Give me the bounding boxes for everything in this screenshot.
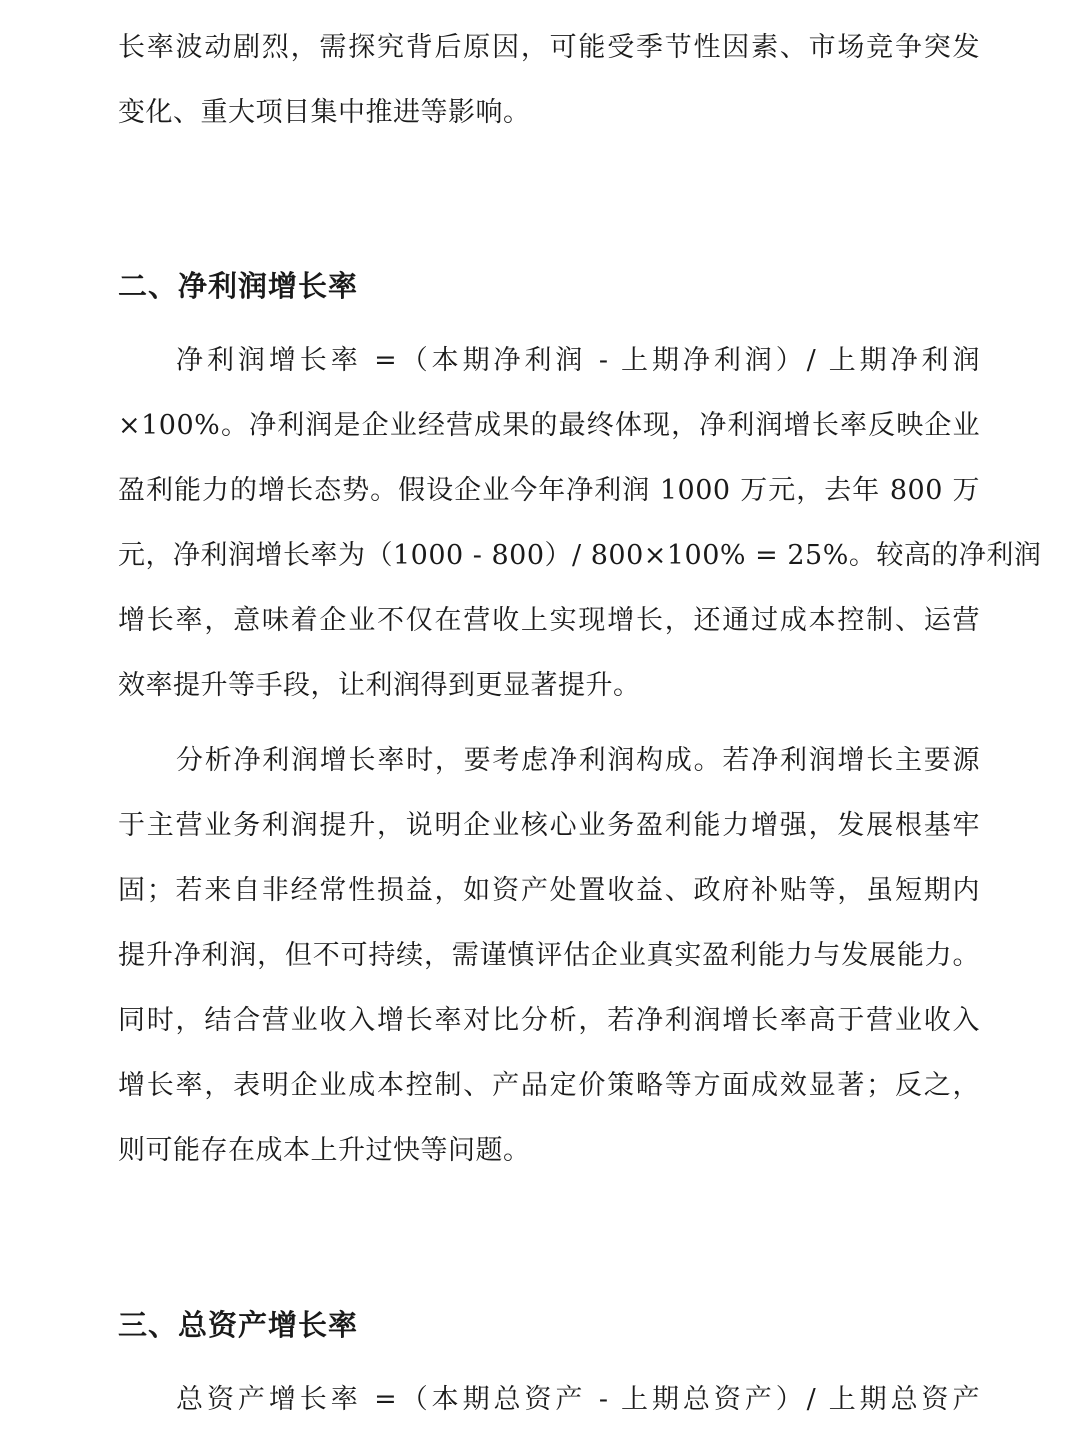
s2-p2-line-3: 固；若来自非经常性损益，如资产处置收益、政府补贴等，虽短期内 (118, 875, 980, 906)
s2-p2-line-4: 提升净利润，但不可持续，需谨慎评估企业真实盈利能力与发展能力。 (118, 940, 980, 971)
s3-p1-line-1: 总资产增长率 =（本期总资产 - 上期总资产）/ 上期总资产 (176, 1384, 980, 1415)
s2-p1-line-4: 元，净利润增长率为（1000 - 800）/ 800×100% = 25%。较高的净利润 (118, 540, 1042, 571)
s2-p1-line-2: ×100%。净利润是企业经营成果的最终体现，净利润增长率反映企业 (118, 410, 980, 441)
s2-p1-line-6: 效率提升等手段，让利润得到更显著提升。 (118, 670, 641, 701)
s2-p1-line-5: 增长率，意味着企业不仅在营收上实现增长，还通过成本控制、运营 (118, 605, 980, 636)
s2-p2-line-5: 同时，结合营业收入增长率对比分析，若净利润增长率高于营业收入 (118, 1005, 980, 1036)
s2-p2-line-2: 于主营业务利润提升，说明企业核心业务盈利能力增强，发展根基牢 (118, 810, 980, 841)
section-heading-total-assets: 三、总资产增长率 (118, 1308, 359, 1342)
s2-p2-line-7: 则可能存在成本上升过快等问题。 (118, 1135, 531, 1166)
s2-p1-line-1: 净利润增长率 =（本期净利润 - 上期净利润）/ 上期净利润 (176, 345, 980, 376)
intro-line-2: 变化、重大项目集中推进等影响。 (118, 97, 531, 128)
s2-p1-line-3: 盈利能力的增长态势。假设企业今年净利润 1000 万元，去年 800 万 (118, 475, 980, 506)
s2-p2-line-6: 增长率，表明企业成本控制、产品定价策略等方面成效显著；反之， (118, 1070, 980, 1101)
section-heading-net-profit: 二、净利润增长率 (118, 269, 359, 303)
intro-line-1: 长率波动剧烈，需探究背后原因，可能受季节性因素、市场竞争突发 (118, 32, 980, 63)
s2-p2-line-1: 分析净利润增长率时，要考虑净利润构成。若净利润增长主要源 (176, 745, 980, 776)
